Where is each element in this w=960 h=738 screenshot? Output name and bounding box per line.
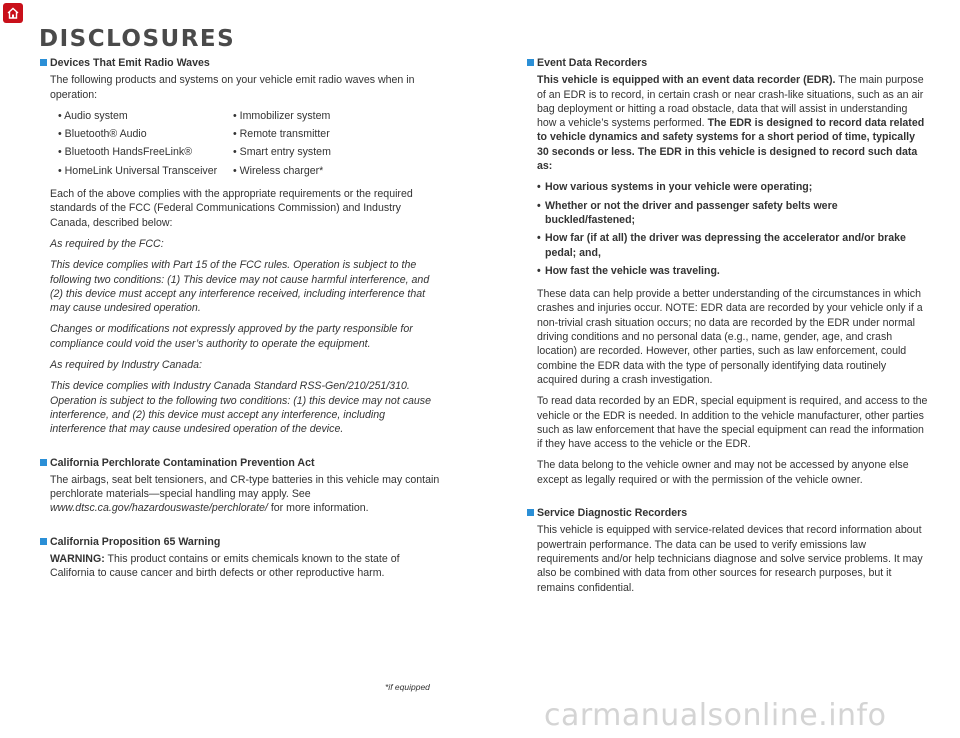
fcc-changes-text: Changes or modifications not expressly approved by the party responsible for compliance could void the user’s authority to operate the equipment.: [50, 323, 413, 350]
list-item: • Whether or not the driver and passenger safety belts were buckled/fastened;: [537, 199, 929, 228]
page-title: DISCLOSURES: [39, 26, 236, 52]
list-item: • How far (if at all) the driver was depressing the accelerator and/or brake pedal; and,: [537, 231, 929, 260]
home-button[interactable]: [3, 3, 23, 23]
list-item: • Bluetooth® Audio: [58, 128, 147, 141]
home-icon: [6, 6, 20, 20]
edr-para-1: These data can help provide a better understanding of the circumstances in which crashes and injuries occur. NOTE: EDR data are recorded by your vehicle only if a non-trivial crash situation occurs; no data are recorded by the EDR under normal driving conditions and no personal data (e.g., name, gender, age, and crash location) are recorded. However, other parties, such as law enforcement, could combine the EDR data with the type of personally identifying data routinely acquired during a crash investigation.: [537, 288, 923, 386]
right-column: [527, 56, 929, 602]
perchlorate-link[interactable]: www.dtsc.ca.gov/hazardouswaste/perchlorate/: [50, 502, 268, 515]
warning-label: WARNING:: [50, 553, 105, 566]
section-marker-icon: [40, 459, 47, 466]
prop65-text: WARNING: This product contains or emits chemicals known to the state of California to cause cancer and birth defects or other reproductive harm.: [50, 553, 400, 580]
sdr-text: This vehicle is equipped with service-related devices that record information about powertrain performance. The data can be used to verify emissions law requirements and/or help technicians diagnose and solve service problems. It may also be combined with data from other sources for research purposes, but it remains confidential.: [537, 524, 923, 594]
section-marker-icon: [40, 59, 47, 66]
perchlorate-text: The airbags, seat belt tensioners, and CR-type batteries in this vehicle may contain perchlorate materials—special handling may apply. See www.dtsc.ca.gov/hazardouswaste/perchlorate/ for more information.: [50, 473, 440, 515]
list-item: • How various systems in your vehicle were operating;: [537, 180, 929, 194]
list-item: • How fast the vehicle was traveling.: [537, 264, 929, 278]
fcc-text: This device complies with Part 15 of the FCC rules. Operation is subject to the following two conditions: (1) This device may not cause harmful interference, and (2) this device must accept any interference received, including interference that may cause undesired operation.: [50, 259, 430, 315]
section-heading-sdr: Service Diagnostic Recorders: [527, 506, 929, 520]
list-item: • Wireless charger*: [233, 164, 324, 177]
list-item: • Audio system: [58, 109, 128, 122]
footnote: *if equipped: [385, 682, 430, 692]
section-heading-perchlorate: California Perchlorate Contamination Prevention Act: [40, 456, 440, 470]
fcc-heading: As required by the FCC:: [50, 237, 164, 250]
canada-heading: As required by Industry Canada:: [50, 359, 202, 372]
section-heading-radio: Devices That Emit Radio Waves: [40, 56, 440, 70]
list-item: • Immobilizer system: [233, 109, 331, 122]
list-item: • Smart entry system: [233, 146, 331, 159]
canada-text: This device complies with Industry Canada Standard RSS-Gen/210/251/310. Operation is subject to the following two conditions: (1) this device may not cause interference, and (2) this device must accept any interference, including interference that may cause undesired operation of the device.: [50, 380, 431, 436]
compliance-text: Each of the above complies with the appropriate requirements or the required standards of the FCC (Federal Communications Commission) and Industry Canada, described below:: [50, 188, 413, 229]
list-item: • Remote transmitter: [233, 128, 330, 141]
edr-lead: This vehicle is equipped with an event data recorder (EDR). The main purpose of an EDR is to record, in certain crash or near crash-like situations, such as an air bag deployment or hitting a road obstacle, data that will assist in understanding how a vehicle’s systems performed. The EDR is designed to record data related to vehicle dynamics and safety systems for a short period of time, typically 30 seconds or less. The EDR in this vehicle is designed to record such data as:: [537, 74, 925, 173]
section-marker-icon: [40, 538, 47, 545]
section-marker-icon: [527, 509, 534, 516]
radio-intro: The following products and systems on your vehicle emit radio waves when in operation:: [50, 74, 415, 101]
radio-device-list: [58, 109, 440, 178]
watermark: carmanualsonline.info: [544, 698, 887, 733]
section-heading-prop65: California Proposition 65 Warning: [40, 535, 440, 549]
list-item: • Bluetooth HandsFreeLink®: [58, 146, 193, 159]
left-column: [40, 56, 440, 588]
edr-para-3: The data belong to the vehicle owner and may not be accessed by anyone else except as legally required or with the permission of the vehicle owner.: [537, 459, 909, 486]
section-marker-icon: [527, 59, 534, 66]
edr-bullet-list: [537, 180, 929, 278]
list-item: • HomeLink Universal Transceiver: [58, 164, 218, 177]
section-heading-edr: Event Data Recorders: [527, 56, 929, 70]
edr-para-2: To read data recorded by an EDR, special equipment is required, and access to the vehicle or the EDR is needed. In addition to the vehicle manufacturer, other parties such as law enforcement that have the special equipment can read the information if they have access to the vehicle or the EDR.: [537, 395, 928, 451]
